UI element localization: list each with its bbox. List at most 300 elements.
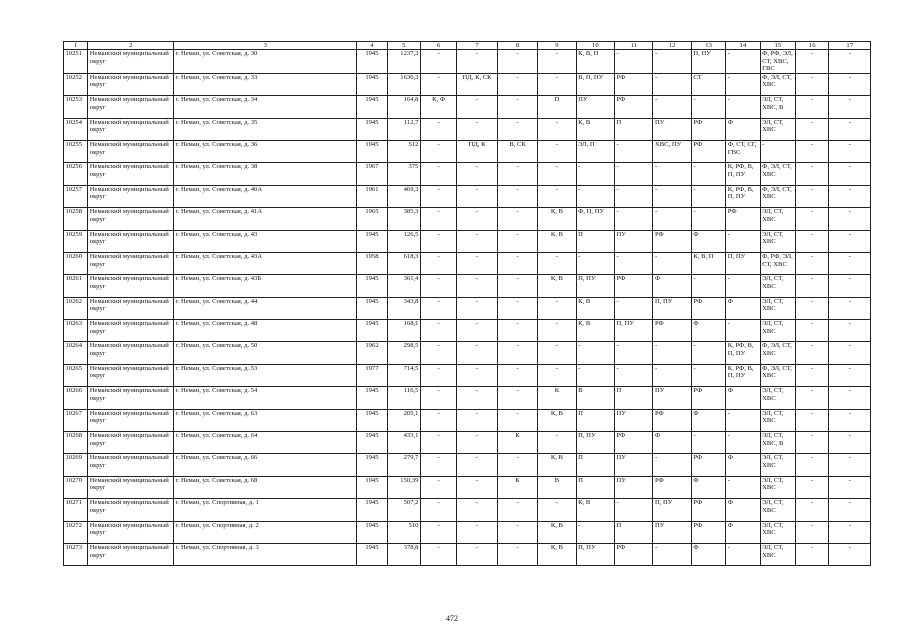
cell-c15: Ф, РФ, ЭЛ, СТ, ХВС, ГВС (760, 50, 795, 74)
column-number-7: 7 (457, 42, 497, 50)
cell-c10: К, В (576, 499, 614, 521)
cell-c16: - (796, 275, 829, 297)
cell-c15: Ф, ЭЛ, СТ, ХВС (760, 73, 795, 95)
cell-c16: - (796, 140, 829, 162)
cell-mun: Неманский муниципальный округ (88, 454, 174, 476)
cell-c16: - (796, 118, 829, 140)
cell-n: 10272 (64, 521, 88, 543)
cell-c12: - (653, 73, 691, 95)
cell-c13: Ф (691, 543, 725, 565)
cell-c17: - (829, 432, 871, 454)
column-number-12: 12 (653, 42, 691, 50)
cell-c17: - (829, 163, 871, 185)
cell-c9: К, В (538, 230, 576, 252)
cell-c13: - (691, 275, 725, 297)
cell-c14: - (726, 50, 760, 74)
table-row (64, 140, 871, 162)
cell-c8: - (497, 409, 537, 431)
cell-c9: - (538, 73, 576, 95)
cell-c9: - (538, 297, 576, 319)
cell-c13: РФ (691, 140, 725, 162)
cell-area: 343,8 (387, 297, 420, 319)
cell-c8: - (497, 185, 537, 207)
column-number-9: 9 (538, 42, 576, 50)
cell-c11: П, ПУ (615, 320, 653, 342)
cell-mun: Неманский муниципальный округ (88, 118, 174, 140)
cell-mun: Неманский муниципальный округ (88, 252, 174, 274)
cell-c7: - (457, 275, 497, 297)
cell-c15: ЭЛ, СТ, ХВС (760, 208, 795, 230)
column-number-5: 5 (387, 42, 420, 50)
cell-c13: РФ (691, 521, 725, 543)
cell-c12: ПУ (653, 118, 691, 140)
cell-c16: - (796, 320, 829, 342)
cell-c12: РФ (653, 230, 691, 252)
cell-year: 1945 (357, 454, 387, 476)
cell-addr: г. Неман, ул. Советская, д. 34 (174, 96, 357, 118)
cell-mun: Неманский муниципальный округ (88, 297, 174, 319)
cell-c16: - (796, 387, 829, 409)
table-row (64, 409, 871, 431)
cell-c6: К, Ф (420, 96, 456, 118)
cell-addr: г. Неман, ул. Советская, д. 30 (174, 50, 357, 74)
cell-c17: - (829, 96, 871, 118)
cell-c13: - (691, 364, 725, 386)
cell-c12: - (653, 96, 691, 118)
cell-year: 1945 (357, 409, 387, 431)
cell-c17: - (829, 364, 871, 386)
cell-c11: - (615, 140, 653, 162)
cell-n: 10263 (64, 320, 88, 342)
cell-c6: - (420, 521, 456, 543)
cell-area: 150,39 (387, 476, 420, 498)
cell-c8: - (497, 387, 537, 409)
cell-c6: - (420, 275, 456, 297)
table-row (64, 96, 871, 118)
column-number-8: 8 (497, 42, 537, 50)
cell-year: 1945 (357, 543, 387, 565)
cell-c14: - (726, 230, 760, 252)
cell-c16: - (796, 364, 829, 386)
cell-c17: - (829, 543, 871, 565)
cell-c7: - (457, 409, 497, 431)
cell-year: 1961 (357, 185, 387, 207)
cell-c15: ЭЛ, СТ, ХВС (760, 476, 795, 498)
cell-c15: ЭЛ, СТ, ХВС (760, 499, 795, 521)
cell-year: 1945 (357, 50, 387, 74)
cell-c17: - (829, 50, 871, 74)
cell-c7: - (457, 387, 497, 409)
cell-n: 10265 (64, 364, 88, 386)
cell-area: 168,1 (387, 320, 420, 342)
cell-c17: - (829, 320, 871, 342)
cell-mun: Неманский муниципальный округ (88, 230, 174, 252)
cell-c11: П (615, 521, 653, 543)
cell-c9: - (538, 185, 576, 207)
cell-n: 10253 (64, 96, 88, 118)
cell-year: 1945 (357, 320, 387, 342)
table-row (64, 50, 871, 74)
cell-c11: - (615, 499, 653, 521)
cell-c10: К, В (576, 118, 614, 140)
table-row (64, 163, 871, 185)
cell-c12: - (653, 454, 691, 476)
cell-c9: К, В (538, 208, 576, 230)
cell-addr: г. Неман, ул. Советская, д. 54 (174, 387, 357, 409)
cell-c12: - (653, 163, 691, 185)
cell-c17: - (829, 499, 871, 521)
table-row (64, 342, 871, 364)
cell-c16: - (796, 432, 829, 454)
cell-c10: В (576, 387, 614, 409)
cell-c17: - (829, 140, 871, 162)
cell-c13: - (691, 432, 725, 454)
cell-c14: К, РФ, В, П, ПУ (726, 364, 760, 386)
cell-c11: ПУ (615, 476, 653, 498)
cell-c11: - (615, 342, 653, 364)
cell-area: 507,2 (387, 499, 420, 521)
cell-n: 10258 (64, 208, 88, 230)
cell-area: 1237,3 (387, 50, 420, 74)
cell-c11: - (615, 163, 653, 185)
cell-c12: ПУ (653, 387, 691, 409)
cell-c11: ПУ (615, 454, 653, 476)
column-number-16: 16 (796, 42, 829, 50)
cell-year: 1967 (357, 163, 387, 185)
cell-c6: - (420, 499, 456, 521)
cell-c7: - (457, 521, 497, 543)
cell-c13: - (691, 208, 725, 230)
cell-c8: - (497, 364, 537, 386)
cell-c16: - (796, 50, 829, 74)
cell-c6: - (420, 252, 456, 274)
cell-c15: Ф, ЭЛ, СТ, ХВС (760, 364, 795, 386)
cell-c12: - (653, 185, 691, 207)
cell-c14: Ф (726, 499, 760, 521)
cell-c16: - (796, 73, 829, 95)
cell-c12: - (653, 208, 691, 230)
cell-c12: Ф (653, 275, 691, 297)
cell-area: 714,5 (387, 364, 420, 386)
cell-c16: - (796, 297, 829, 319)
cell-c6: - (420, 342, 456, 364)
cell-c13: Ф (691, 230, 725, 252)
table-row (64, 275, 871, 297)
cell-addr: г. Неман, ул. Спортивная, д. 3 (174, 543, 357, 565)
cell-c12: - (653, 342, 691, 364)
cell-c7: - (457, 432, 497, 454)
cell-c10: П (576, 230, 614, 252)
cell-c11: РФ (615, 73, 653, 95)
cell-area: 375 (387, 163, 420, 185)
cell-c7: - (457, 476, 497, 498)
cell-c8: К (497, 476, 537, 498)
cell-c6: - (420, 476, 456, 498)
cell-c14: - (726, 320, 760, 342)
cell-c8: - (497, 499, 537, 521)
cell-c13: П, ПУ (691, 50, 725, 74)
cell-mun: Неманский муниципальный округ (88, 96, 174, 118)
table-row (64, 208, 871, 230)
cell-n: 10261 (64, 275, 88, 297)
cell-c12: РФ (653, 476, 691, 498)
table-row (64, 230, 871, 252)
cell-c13: - (691, 96, 725, 118)
cell-c8: - (497, 96, 537, 118)
cell-area: 378,8 (387, 543, 420, 565)
cell-c16: - (796, 163, 829, 185)
cell-year: 1965 (357, 208, 387, 230)
cell-c12: РФ (653, 409, 691, 431)
column-number-4: 4 (357, 42, 387, 50)
cell-year: 1945 (357, 476, 387, 498)
cell-c7: - (457, 454, 497, 476)
cell-mun: Неманский муниципальный округ (88, 521, 174, 543)
cell-c17: - (829, 454, 871, 476)
table-row (64, 118, 871, 140)
cell-c12: Ф (653, 432, 691, 454)
cell-c11: ПУ (615, 230, 653, 252)
cell-c8: - (497, 320, 537, 342)
cell-c14: - (726, 476, 760, 498)
cell-c9: К, В (538, 275, 576, 297)
cell-n: 10269 (64, 454, 88, 476)
cell-year: 1945 (357, 118, 387, 140)
column-number-10: 10 (576, 42, 614, 50)
cell-c15: ЭЛ, СТ, ХВС (760, 118, 795, 140)
cell-c10: П (576, 476, 614, 498)
cell-c6: - (420, 454, 456, 476)
cell-addr: г. Неман, ул. Советская, д. 53 (174, 364, 357, 386)
cell-area: 433,1 (387, 432, 420, 454)
cell-c16: - (796, 543, 829, 565)
cell-c6: - (420, 185, 456, 207)
cell-c7: - (457, 342, 497, 364)
cell-c6: - (420, 230, 456, 252)
cell-c12: П, ПУ (653, 499, 691, 521)
cell-c6: - (420, 163, 456, 185)
cell-c9: К, В (538, 543, 576, 565)
cell-area: 279,7 (387, 454, 420, 476)
cell-c11: РФ (615, 543, 653, 565)
cell-c15: ЭЛ, СТ, ХВС (760, 297, 795, 319)
cell-year: 1945 (357, 297, 387, 319)
cell-c15: Ф, ЭЛ, СТ, ХВС (760, 342, 795, 364)
cell-c15: Ф, ЭЛ, СТ, ХВС (760, 163, 795, 185)
column-number-header (64, 42, 871, 50)
cell-c7: - (457, 543, 497, 565)
cell-c15: - (760, 140, 795, 162)
cell-n: 10266 (64, 387, 88, 409)
cell-c7: - (457, 297, 497, 319)
cell-c9: - (538, 50, 576, 74)
table-row (64, 185, 871, 207)
cell-c13: СТ (691, 73, 725, 95)
table-row (64, 364, 871, 386)
cell-n: 10252 (64, 73, 88, 95)
cell-c7: - (457, 364, 497, 386)
cell-c8: - (497, 50, 537, 74)
cell-c11: - (615, 297, 653, 319)
cell-c17: - (829, 297, 871, 319)
cell-c17: - (829, 409, 871, 431)
cell-addr: г. Неман, ул. Советская, д. 66 (174, 454, 357, 476)
cell-c8: - (497, 297, 537, 319)
cell-c12: - (653, 50, 691, 74)
cell-c13: Ф (691, 476, 725, 498)
cell-c11: П (615, 118, 653, 140)
cell-c9: К, В (538, 409, 576, 431)
column-number-2: 2 (88, 42, 174, 50)
cell-c7: ПД, К (457, 140, 497, 162)
table-row (64, 432, 871, 454)
cell-c8: - (497, 342, 537, 364)
cell-addr: г. Неман, ул. Советская, д. 33 (174, 73, 357, 95)
cell-c16: - (796, 476, 829, 498)
cell-c13: - (691, 163, 725, 185)
cell-c11: П (615, 387, 653, 409)
cell-mun: Неманский муниципальный округ (88, 499, 174, 521)
cell-c7: - (457, 50, 497, 74)
cell-c10: П, ПУ (576, 432, 614, 454)
cell-area: 469,3 (387, 185, 420, 207)
cell-c10: - (576, 342, 614, 364)
cell-c17: - (829, 521, 871, 543)
cell-c11: - (615, 185, 653, 207)
cell-c14: Ф (726, 118, 760, 140)
table-row (64, 454, 871, 476)
cell-mun: Неманский муниципальный округ (88, 387, 174, 409)
cell-area: 385,3 (387, 208, 420, 230)
cell-year: 1945 (357, 230, 387, 252)
cell-c14: Ф (726, 297, 760, 319)
cell-c9: К, В (538, 521, 576, 543)
cell-c6: - (420, 409, 456, 431)
cell-c15: ЭЛ, СТ, ХВС (760, 320, 795, 342)
cell-c16: - (796, 252, 829, 274)
cell-addr: г. Неман, ул. Советская, д. 64 (174, 432, 357, 454)
cell-area: 112,7 (387, 118, 420, 140)
table-row (64, 297, 871, 319)
cell-c17: - (829, 275, 871, 297)
cell-addr: г. Неман, ул. Советская, д. 50 (174, 342, 357, 364)
cell-c9: - (538, 252, 576, 274)
cell-c11: РФ (615, 432, 653, 454)
column-number-11: 11 (615, 42, 653, 50)
table-row (64, 499, 871, 521)
cell-c8: - (497, 73, 537, 95)
column-number-13: 13 (691, 42, 725, 50)
cell-n: 10256 (64, 163, 88, 185)
cell-c13: Ф (691, 409, 725, 431)
cell-mun: Неманский муниципальный округ (88, 208, 174, 230)
cell-c10: - (576, 163, 614, 185)
cell-c15: ЭЛ, СТ, ХВС (760, 454, 795, 476)
cell-c8: В, СК (497, 140, 537, 162)
cell-n: 10257 (64, 185, 88, 207)
cell-c9: - (538, 118, 576, 140)
cell-c9: В (538, 476, 576, 498)
cell-area: 116,5 (387, 387, 420, 409)
cell-c10: К, В (576, 297, 614, 319)
cell-c14: Ф (726, 387, 760, 409)
cell-addr: г. Неман, ул. Советская, д. 43 (174, 230, 357, 252)
cell-c14: П, ПУ (726, 252, 760, 274)
cell-c16: - (796, 96, 829, 118)
cell-c9: К, В (538, 454, 576, 476)
cell-year: 1945 (357, 521, 387, 543)
cell-c8: - (497, 521, 537, 543)
cell-area: 1630,3 (387, 73, 420, 95)
cell-mun: Неманский муниципальный округ (88, 476, 174, 498)
document-sheet (63, 41, 871, 566)
cell-c7: - (457, 185, 497, 207)
cell-c6: - (420, 118, 456, 140)
cell-year: 1977 (357, 364, 387, 386)
table-row (64, 320, 871, 342)
cell-c16: - (796, 499, 829, 521)
cell-mun: Неманский муниципальный округ (88, 432, 174, 454)
cell-mun: Неманский муниципальный округ (88, 409, 174, 431)
cell-c14: - (726, 543, 760, 565)
cell-c10: К, В, П (576, 50, 614, 74)
cell-year: 1945 (357, 73, 387, 95)
cell-c12: ПУ (653, 521, 691, 543)
cell-addr: г. Неман, ул. Советская, д. 43Б (174, 275, 357, 297)
cell-n: 10259 (64, 230, 88, 252)
cell-mun: Неманский муниципальный округ (88, 364, 174, 386)
cell-c6: - (420, 140, 456, 162)
cell-year: 1962 (357, 342, 387, 364)
cell-c11: - (615, 208, 653, 230)
cell-year: 1958 (357, 252, 387, 274)
cell-c10: - (576, 185, 614, 207)
cell-c10: П, ПУ (576, 543, 614, 565)
column-number-1: 1 (64, 42, 88, 50)
cell-c6: - (420, 208, 456, 230)
cell-area: 164,8 (387, 96, 420, 118)
cell-addr: г. Неман, ул. Советская, д. 41А (174, 208, 357, 230)
cell-c10: П, ПУ (576, 275, 614, 297)
cell-c14: Ф, СТ, СГ, ГВС (726, 140, 760, 162)
cell-c12: РФ (653, 320, 691, 342)
cell-addr: г. Неман, ул. Советская, д. 40А (174, 185, 357, 207)
table-row (64, 387, 871, 409)
cell-addr: г. Неман, ул. Советская, д. 68 (174, 476, 357, 498)
cell-n: 10264 (64, 342, 88, 364)
cell-c12: П, ПУ (653, 297, 691, 319)
table-row (64, 521, 871, 543)
cell-c6: - (420, 432, 456, 454)
cell-addr: г. Неман, ул. Советская, д. 44 (174, 297, 357, 319)
cell-c9: - (538, 364, 576, 386)
cell-n: 10251 (64, 50, 88, 74)
cell-year: 1945 (357, 140, 387, 162)
cell-c17: - (829, 185, 871, 207)
cell-c17: - (829, 73, 871, 95)
cell-c17: - (829, 208, 871, 230)
cell-c8: - (497, 118, 537, 140)
cell-year: 1945 (357, 275, 387, 297)
cell-c14: - (726, 96, 760, 118)
cell-c7: - (457, 252, 497, 274)
cell-mun: Неманский муниципальный округ (88, 342, 174, 364)
cell-c13: РФ (691, 118, 725, 140)
cell-addr: г. Неман, ул. Спортивная, д. 1 (174, 499, 357, 521)
cell-c10: - (576, 521, 614, 543)
cell-c9: - (538, 499, 576, 521)
cell-c6: - (420, 73, 456, 95)
